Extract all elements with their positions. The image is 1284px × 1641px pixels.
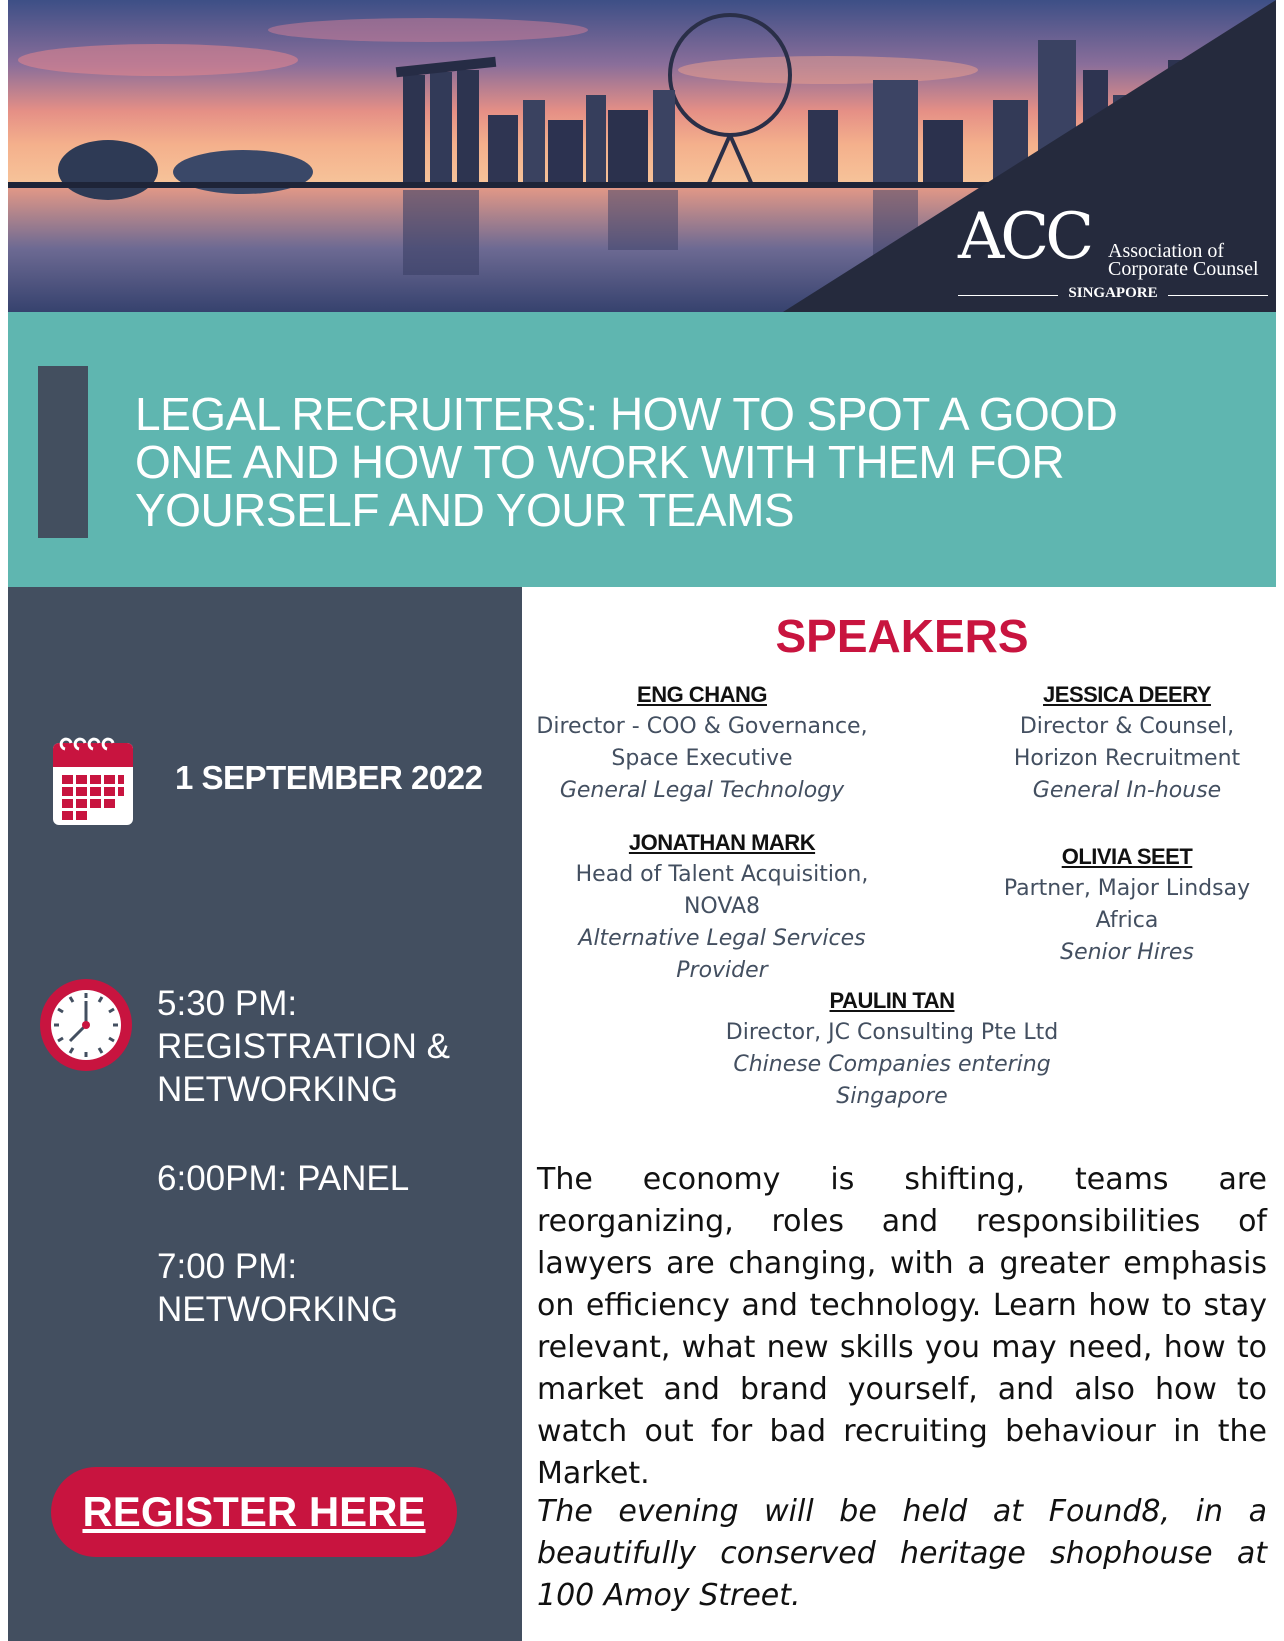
venue-note: The evening will be held at Found8, in a beautifully conserved heritage shophouse at 100 Amoy Street. bbox=[537, 1494, 1267, 1613]
speaker-role: Director - COO & Governance, Space Executive bbox=[536, 714, 868, 771]
speaker-role: Director & Counsel, Horizon Recruitment bbox=[1013, 714, 1241, 771]
speaker-name: ENG CHANG bbox=[637, 682, 767, 707]
register-button[interactable]: REGISTER HERE bbox=[51, 1467, 457, 1557]
event-date: 1 SEPTEMBER 2022 bbox=[175, 759, 483, 796]
speaker-category: Alternative Legal Services Provider bbox=[578, 926, 866, 983]
title-accent-bar bbox=[38, 366, 88, 538]
schedule-item-panel: 6:00PM: PANEL bbox=[157, 1159, 410, 1198]
event-title: LEGAL RECRUITERS: HOW TO SPOT A GOOD ONE AND HOW TO WORK WITH THEM FOR YOURSELF AND YOUR TEAMS bbox=[135, 388, 1118, 536]
speaker-name: JESSICA DEERY bbox=[1043, 682, 1211, 707]
speaker-card bbox=[542, 827, 902, 987]
event-description: The economy is shifting, teams are reorganizing, roles and responsibilities of lawyers are changing, with a greater emphasis on efficiency and technology. Learn how to stay relevant, what new skills you may need, how to market and brand yourself, and also how to watch out for bad recruiting behaviour in the Market. bbox=[537, 1162, 1267, 1491]
speakers-heading: SPEAKERS bbox=[775, 610, 1029, 662]
calendar-icon bbox=[51, 735, 135, 831]
schedule-item-registration: 5:30 PM: REGISTRATION & NETWORKING bbox=[157, 984, 450, 1109]
speaker-name: OLIVIA SEET bbox=[1061, 844, 1193, 869]
acc-logo-country: SINGAPORE bbox=[1068, 285, 1158, 301]
skyline-banner bbox=[8, 0, 1276, 312]
event-info-panel bbox=[8, 587, 522, 1641]
speaker-card bbox=[977, 679, 1277, 807]
speaker-role: Partner, Major Lindsay Africa bbox=[1003, 876, 1251, 933]
title-band bbox=[8, 312, 1276, 587]
speaker-category: General Legal Technology bbox=[559, 778, 845, 803]
acc-logo-mark: ACC bbox=[958, 200, 1091, 274]
speaker-name: JONATHAN MARK bbox=[628, 830, 816, 855]
event-flyer bbox=[8, 0, 1276, 1641]
acc-logo bbox=[958, 200, 1268, 305]
speakers-panel bbox=[522, 587, 1276, 1641]
speaker-card bbox=[692, 985, 1092, 1113]
speaker-card bbox=[522, 679, 882, 807]
acc-logo-name: Association of Corporate Counsel bbox=[1108, 240, 1259, 280]
speaker-role: Director, JC Consulting Pte Ltd bbox=[725, 1020, 1059, 1045]
speaker-category: Senior Hires bbox=[1060, 940, 1194, 965]
speaker-card bbox=[977, 841, 1277, 969]
speaker-name: PAULIN TAN bbox=[829, 988, 955, 1013]
clock-icon bbox=[38, 977, 134, 1077]
schedule-item-networking: 7:00 PM: NETWORKING bbox=[157, 1247, 399, 1329]
speaker-role: Head of Talent Acquisition, NOVA8 bbox=[575, 862, 869, 919]
speaker-category: General In-house bbox=[1032, 778, 1222, 803]
speaker-category: Chinese Companies entering Singapore bbox=[733, 1052, 1051, 1109]
